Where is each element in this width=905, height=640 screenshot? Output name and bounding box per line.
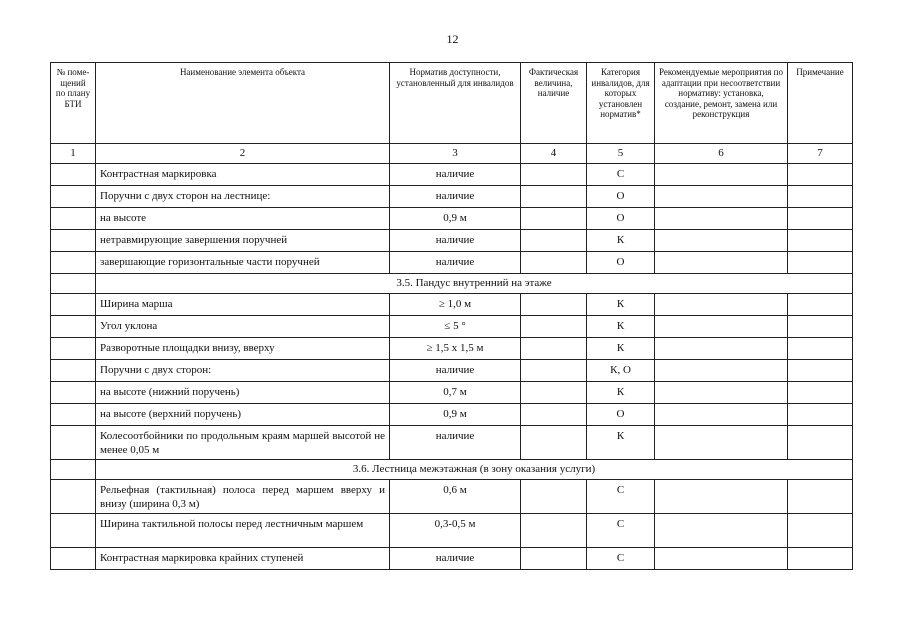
room-number-cell <box>51 548 96 570</box>
header-norm: Норматив доступности, установленный для инвалидов <box>390 63 521 144</box>
header-element-name: Наименование элемента объекта <box>96 63 390 144</box>
room-number-cell <box>51 208 96 230</box>
measures-cell <box>655 548 788 570</box>
norm-cell: 0,7 м <box>390 382 521 404</box>
table-row <box>51 360 853 382</box>
section-title: 3.5. Пандус внутренний на этаже <box>96 274 853 294</box>
measures-cell <box>655 338 788 360</box>
room-number-cell <box>51 274 96 294</box>
element-name-cell: на высоте <box>96 208 390 230</box>
room-number-cell <box>51 252 96 274</box>
column-number: 6 <box>655 144 788 164</box>
norm-cell: наличие <box>390 230 521 252</box>
actual-value-cell <box>521 316 587 338</box>
actual-value-cell <box>521 338 587 360</box>
note-cell <box>788 338 853 360</box>
category-cell: О <box>587 404 655 426</box>
actual-value-cell <box>521 548 587 570</box>
norm-cell: ≥ 1,5 х 1,5 м <box>390 338 521 360</box>
actual-value-cell <box>521 164 587 186</box>
note-cell <box>788 230 853 252</box>
table-row <box>51 548 853 570</box>
note-cell <box>788 294 853 316</box>
category-cell: О <box>587 208 655 230</box>
category-cell: С <box>587 514 655 548</box>
note-cell <box>788 426 853 460</box>
accessibility-table <box>50 62 853 570</box>
section-row <box>51 460 853 480</box>
measures-cell <box>655 514 788 548</box>
measures-cell <box>655 382 788 404</box>
room-number-cell <box>51 480 96 514</box>
element-name-cell: Ширина тактильной полосы перед лестничным маршем <box>96 514 390 548</box>
note-cell <box>788 316 853 338</box>
table-row <box>51 208 853 230</box>
actual-value-cell <box>521 480 587 514</box>
room-number-cell <box>51 360 96 382</box>
note-cell <box>788 252 853 274</box>
measures-cell <box>655 404 788 426</box>
element-name-cell: Угол уклона <box>96 316 390 338</box>
category-cell: С <box>587 164 655 186</box>
room-number-cell <box>51 382 96 404</box>
actual-value-cell <box>521 294 587 316</box>
category-cell: О <box>587 186 655 208</box>
actual-value-cell <box>521 426 587 460</box>
measures-cell <box>655 252 788 274</box>
measures-cell <box>655 164 788 186</box>
norm-cell: ≥ 1,0 м <box>390 294 521 316</box>
category-cell: К <box>587 338 655 360</box>
category-cell: К <box>587 316 655 338</box>
room-number-cell <box>51 404 96 426</box>
norm-cell: 0,9 м <box>390 208 521 230</box>
element-name-cell: Поручни с двух сторон: <box>96 360 390 382</box>
measures-cell <box>655 208 788 230</box>
note-cell <box>788 514 853 548</box>
room-number-cell <box>51 316 96 338</box>
table-row <box>51 186 853 208</box>
element-name-cell: на высоте (нижний поручень) <box>96 382 390 404</box>
element-name-cell: Контрастная маркировка крайних ступеней <box>96 548 390 570</box>
norm-cell: наличие <box>390 360 521 382</box>
category-cell: К <box>587 230 655 252</box>
element-name-cell: завершающие горизонтальные части поручней <box>96 252 390 274</box>
norm-cell: 0,9 м <box>390 404 521 426</box>
table-header-row <box>51 63 853 144</box>
note-cell <box>788 360 853 382</box>
norm-cell: ≤ 5 ° <box>390 316 521 338</box>
room-number-cell <box>51 460 96 480</box>
category-cell: К, О <box>587 360 655 382</box>
category-cell: К <box>587 382 655 404</box>
category-cell: К <box>587 294 655 316</box>
room-number-cell <box>51 338 96 360</box>
table-row <box>51 252 853 274</box>
table-row <box>51 514 853 548</box>
column-number-row <box>51 144 853 164</box>
measures-cell <box>655 186 788 208</box>
note-cell <box>788 164 853 186</box>
header-room-number: № поме-щений по плану БТИ <box>51 63 96 144</box>
room-number-cell <box>51 186 96 208</box>
norm-cell: наличие <box>390 164 521 186</box>
category-cell: К <box>587 426 655 460</box>
table-row <box>51 230 853 252</box>
section-row <box>51 274 853 294</box>
page-number: 12 <box>446 32 459 46</box>
room-number-cell <box>51 294 96 316</box>
category-cell: О <box>587 252 655 274</box>
norm-cell: наличие <box>390 186 521 208</box>
element-name-cell: Разворотные площадки внизу, вверху <box>96 338 390 360</box>
measures-cell <box>655 294 788 316</box>
table-row <box>51 316 853 338</box>
actual-value-cell <box>521 230 587 252</box>
measures-cell <box>655 480 788 514</box>
element-name-cell: Колесоотбойники по продольным краям маршей высотой не менее 0,05 м <box>96 426 390 460</box>
table-row <box>51 426 853 460</box>
actual-value-cell <box>521 186 587 208</box>
note-cell <box>788 480 853 514</box>
note-cell <box>788 382 853 404</box>
table-row <box>51 480 853 514</box>
element-name-cell: нетравмирующие завершения поручней <box>96 230 390 252</box>
element-name-cell: Поручни с двух сторон на лестнице: <box>96 186 390 208</box>
table-row <box>51 382 853 404</box>
column-number: 1 <box>51 144 96 164</box>
norm-cell: наличие <box>390 252 521 274</box>
column-number: 7 <box>788 144 853 164</box>
actual-value-cell <box>521 360 587 382</box>
column-number: 2 <box>96 144 390 164</box>
measures-cell <box>655 360 788 382</box>
section-title: 3.6. Лестница межэтажная (в зону оказания услуги) <box>96 460 853 480</box>
category-cell: С <box>587 480 655 514</box>
room-number-cell <box>51 164 96 186</box>
measures-cell <box>655 230 788 252</box>
actual-value-cell <box>521 404 587 426</box>
element-name-cell: на высоте (верхний поручень) <box>96 404 390 426</box>
measures-cell <box>655 316 788 338</box>
element-name-cell: Рельефная (тактильная) полоса перед маршем вверху и внизу (ширина 0,3 м) <box>96 480 390 514</box>
norm-cell: наличие <box>390 548 521 570</box>
category-cell: С <box>587 548 655 570</box>
note-cell <box>788 186 853 208</box>
norm-cell: 0,6 м <box>390 480 521 514</box>
actual-value-cell <box>521 514 587 548</box>
room-number-cell <box>51 514 96 548</box>
table-row <box>51 338 853 360</box>
actual-value-cell <box>521 208 587 230</box>
header-measures: Рекомендуемые мероприятия по адаптации при несоответствии нормативу: установка, создание, ремонт, замена или реконструкция <box>655 63 788 144</box>
column-number: 5 <box>587 144 655 164</box>
actual-value-cell <box>521 382 587 404</box>
column-number: 3 <box>390 144 521 164</box>
column-number: 4 <box>521 144 587 164</box>
header-actual: Фактическая величина, наличие <box>521 63 587 144</box>
table-row <box>51 404 853 426</box>
actual-value-cell <box>521 252 587 274</box>
element-name-cell: Контрастная маркировка <box>96 164 390 186</box>
note-cell <box>788 548 853 570</box>
norm-cell: 0,3-0,5 м <box>390 514 521 548</box>
room-number-cell <box>51 426 96 460</box>
element-name-cell: Ширина марша <box>96 294 390 316</box>
table-row <box>51 164 853 186</box>
header-note: Примечание <box>788 63 853 144</box>
note-cell <box>788 208 853 230</box>
table-row <box>51 294 853 316</box>
norm-cell: наличие <box>390 426 521 460</box>
note-cell <box>788 404 853 426</box>
header-category: Категория инвалидов, для которых установлен норматив* <box>587 63 655 144</box>
room-number-cell <box>51 230 96 252</box>
measures-cell <box>655 426 788 460</box>
